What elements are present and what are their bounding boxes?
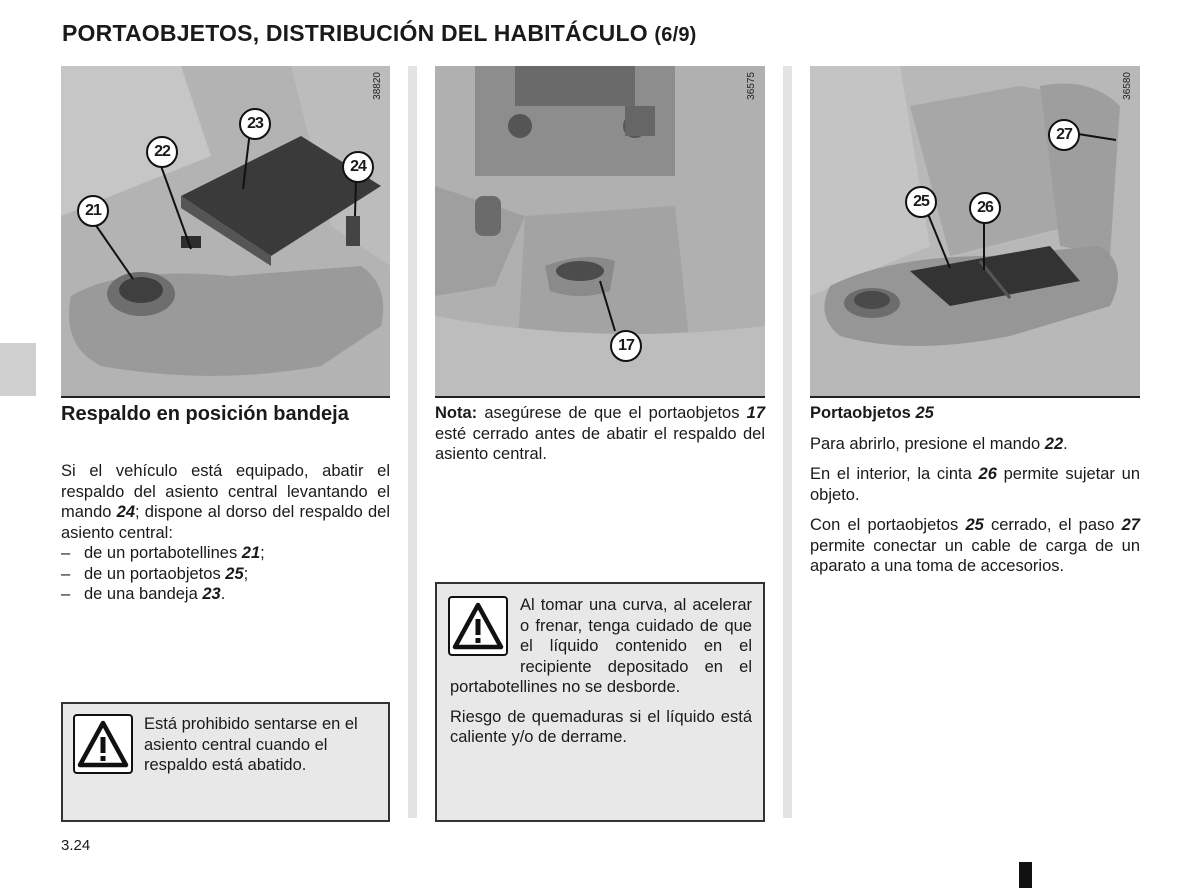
warning-box <box>435 582 765 822</box>
section-tab <box>0 343 36 396</box>
column-separator <box>783 66 792 818</box>
icon-spacer <box>450 595 520 669</box>
ref-25: 25 <box>915 404 934 422</box>
callout-25: 25 <box>905 186 937 218</box>
warning-text: Está prohibido sentarse en el asiento central cuando el respaldo está abatido. <box>144 715 358 774</box>
callout-23: 23 <box>239 108 271 140</box>
callout-26: 26 <box>969 192 1001 224</box>
note-text-end: esté cerrado antes de abatir el respaldo del asiento central. <box>435 424 765 463</box>
page-counter: (6/9) <box>654 24 697 46</box>
list-item: – de un portabotellines 21; <box>61 543 390 564</box>
figure-number: 38820 <box>372 72 383 100</box>
warning-text <box>450 595 752 748</box>
figure-rule <box>435 396 765 398</box>
figure-rule <box>61 396 390 398</box>
section-heading: Respaldo en posición bandeja <box>61 403 349 425</box>
callout-21: 21 <box>77 195 109 227</box>
col1-list <box>61 543 390 605</box>
callout-27: 27 <box>1048 119 1080 151</box>
warning-paragraph: Riesgo de quemaduras si el líquido está caliente y/o de derrame. <box>450 707 752 746</box>
subheading: Portaobjetos <box>810 404 916 422</box>
col1-body <box>61 461 390 605</box>
col2-note <box>435 403 765 465</box>
callout-leader-lines <box>435 66 765 396</box>
page-edge-marker <box>1019 862 1032 888</box>
col1-paragraph-text: Si el vehículo está equipado, abatir el respaldo del asiento central levantando el mando <box>61 462 390 521</box>
list-item: – de un portaobjetos 25; <box>61 564 390 585</box>
callout-leader-lines <box>810 66 1140 396</box>
page-title <box>62 20 697 47</box>
figure-number: 36575 <box>746 72 757 100</box>
page-number: 3.24 <box>61 837 91 854</box>
callout-22: 22 <box>146 136 178 168</box>
column-separator <box>408 66 417 818</box>
note-text: asegúrese de que el portaobjetos <box>477 404 747 422</box>
warning-triangle-icon <box>73 714 133 774</box>
ref-17: 17 <box>746 404 765 422</box>
figure-rule <box>810 396 1140 398</box>
page-title-text: PORTAOBJETOS, DISTRIBUCIÓN DEL HABITÁCULO <box>62 20 648 46</box>
figure-number: 36580 <box>1122 72 1133 100</box>
warning-box <box>61 702 390 822</box>
col1-paragraph-text-end: ; dispone al dorso del respaldo del asiento central: <box>61 503 390 542</box>
list-item: – de una bandeja 23. <box>61 584 390 605</box>
warning-paragraph: Al tomar una curva, al acelerar o frenar, tenga cuidado de que el líquido contenido en el recipiente depositado en el portabotellines no se desborde. <box>450 596 752 696</box>
note-label: Nota: <box>435 404 478 422</box>
col3-body: Portaobjetos 25 Para abrirlo, presione el mando 22. En el interior, la cinta 26 permite sujetar un objeto. Con el portaobjetos 25 cerrado, el paso 27 permite conectar un cable de carga de un aparato a una toma de accesorios. <box>810 404 1141 575</box>
callout-17: 17 <box>610 330 642 362</box>
callout-24: 24 <box>342 151 374 183</box>
callout-leader-lines <box>61 66 390 396</box>
col1-paragraph <box>61 461 390 543</box>
ref-24: 24 <box>116 503 136 521</box>
